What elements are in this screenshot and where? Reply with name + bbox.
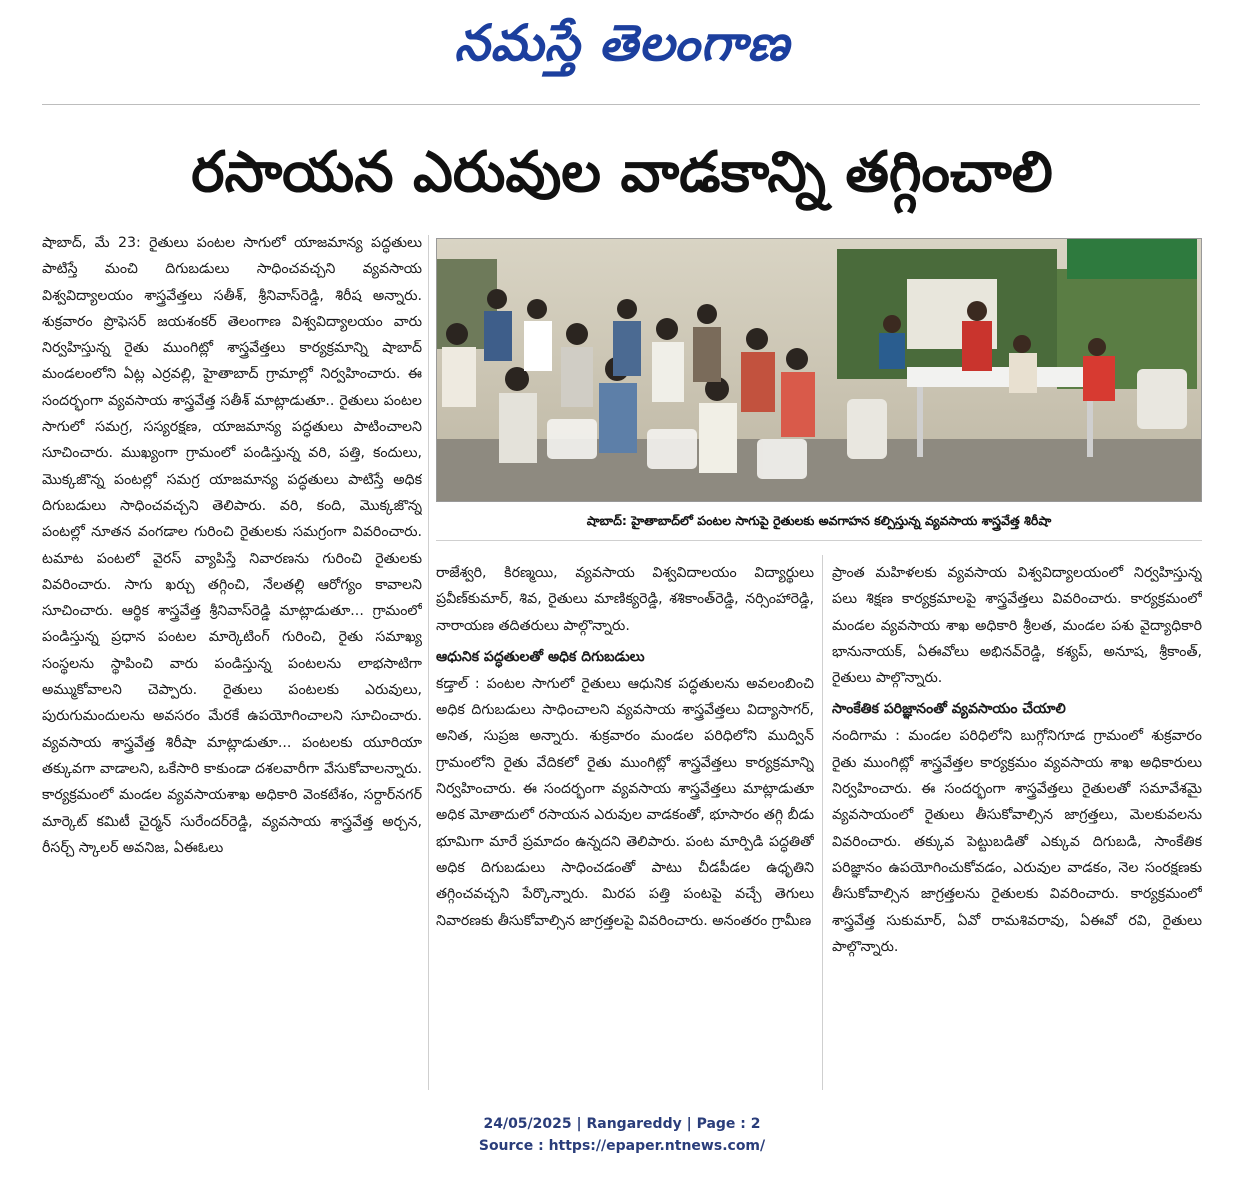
meeting-photo-illustration [437, 239, 1202, 502]
masthead-divider [42, 104, 1200, 105]
footer-date-edition: 24/05/2025 | Rangareddy | Page : 2 [483, 1116, 761, 1132]
column-2-subheading: ఆధునిక పద్ధతులతో అధిక దిగుబడులు [436, 648, 645, 665]
column-divider [428, 235, 429, 1090]
article-column-3 [832, 560, 1202, 1092]
column-3-intro: ప్రాంత మహిళలకు వ్యవసాయ విశ్వవిద్యాలయంలో నిర్వహిస్తున్న పలు శిక్షణ కార్యక్రమాలపై శాస్త్రవేత్తలు వివరించారు. కార్యక్రమంలో మండల వ్యవసాయ శాఖ అధికారి శ్రీలత, మండల పశు వైద్యాధికారి భానునాయక్, ఏఈవోలు అభినవ్‌రెడ్డి, కశ్యప్, అనూష, శ్రీకాంత్, రైతులు పాల్గొన్నారు. [832, 565, 1202, 687]
column-2-intro: రాజేశ్వరి, కిరణ్మయి, వ్యవసాయ విశ్వవిదాలయం విద్యార్థులు ప్రవీణ్‌కుమార్, శివ, రైతులు మాణిక్యరెడ్డి, శశికాంత్‌రెడ్డి, నర్సింహారెడ్డి, నారాయణ తదితరులు పాల్గొన్నారు. [436, 565, 814, 634]
article-column-2 [436, 560, 814, 1092]
column-divider [822, 555, 823, 1090]
photo-caption: షాబాద్: హైతాబాద్‌లో పంటల సాగుపై రైతులకు అవగాహన కల్పిస్తున్న వ్యవసాయ శాస్త్రవేత్త శిరీషా [586, 513, 1052, 528]
column-1-text: షాబాద్, మే 23: రైతులు పంటల సాగులో యాజమాన్య పద్ధతులు పాటిస్తే మంచి దిగుబడులు సాధించవచ్చని వ్యవసాయ విశ్వవిద్యాలయం శాస్త్రవేత్తలు సతీశ్, శ్రీనివాస్‌రెడ్డి, శిరీష అన్నారు. శుక్రవారం ప్రొఫెసర్ జయశంకర్ తెలంగాణ విశ్వవిద్యాలయం వారు నిర్వహిస్తున్న రైతు ముంగిట్లో శాస్త్రవేత్తలు కార్యక్రమాన్ని షాబాద్ మండలంలోని ఏట్ల ఎర్రవల్లి, హైతాబాద్ గ్రామాల్లో నిర్వహించారు. ఈ సందర్భంగా వ్యవసాయ శాస్త్రవేత్త సతీశ్ మాట్లాడుతూ.. రైతులు పంటల సాగులో సమగ్ర, సస్యరక్షణ, యాజమాన్య పద్ధతులు పాటించాలని సూచించారు. ముఖ్యంగా గ్రామంలో పండిస్తున్న వరి, పత్తి, కందులు, మొక్కజొన్న పంటల్లో సమగ్ర యాజమాన్య పద్ధతులు పాటిస్తే అధిక దిగుబడులు సాధించవచ్చని తెలిపారు. వరి, కంది, మొక్కజొన్న పంటల్లో నూతన వంగడాల గురించి రైతులకు సమగ్రంగా వివరించారు. టమాట పంటలో వైరస్ వ్యాపిస్తే నివారణను గురించి రైతులకు వివరించారు. సాగు ఖర్చు తగ్గించి, నేలతల్లి ఆరోగ్యం కావాలని సూచించారు. ఆర్థిక శాస్త్రవేత్త శ్రీనివాస్‌రెడ్డి మాట్లాడుతూ... గ్రామంలో పండిస్తున్న ప్రధాన పంటల మార్కెటింగ్ గురించి, రైతు సమాఖ్య సంస్థలను స్థాపించి వారు పండిస్తున్న పంటలను లాభసాటిగా అమ్ముకోవాలని చెప్పారు. రైతులు పంటలకు ఎరువులు, పురుగుమందులను అవసరం మేరకే ఉపయోగించాలని సూచించారు. వ్యవసాయ శాస్త్రవేత్త శిరీషా మాట్లాడుతూ... పంటలకు యూరియా తక్కువగా వాడాలని, ఒకేసారి కాకుండా దశలవారీగా వేసుకోవాలన్నారు. కార్యక్రమంలో మండల వ్యవసాయశాఖ అధికారి వెంకటేశం, సర్దార్‌నగర్ మార్కెట్ కమిటీ చైర్మన్ సురేందర్‌రెడ్డి, వ్యవసాయ శాస్త్రవేత్త అర్చన, రీసర్చ్ స్కాలర్ అవనిజ, ఏఈఓలు [42, 235, 422, 856]
column-3-subheading: సాంకేతిక పరిజ్ఞానంతో వ్యవసాయం చేయాలి [832, 701, 1066, 718]
column-2-body: కడ్తాల్ : పంటల సాగులో రైతులు ఆధునిక పద్ధతులను అవలంబించి అధిక దిగుబడులు సాధించాలని వ్యవసాయ శాస్త్రవేత్తలు విద్యాసాగర్, అనిత, సుప్రజ అన్నారు. శుక్రవారం మండల పరిధిలోని ముద్విన్ గ్రామంలోని రైతు వేదికలో రైతు ముంగిట్లో శాస్త్రవేత్తలు కార్యక్రమాన్ని నిర్వహించారు. ఈ సందర్భంగా వ్యవసాయ శాస్త్రవేత్తలు మాట్లాడుతూ అధిక మోతాదులో రసాయన ఎరువుల వాడకంతో, భూసారం తగ్గి బీడు భూమిగా మారే ప్రమాదం ఉన్నదని తెలిపారు. పంట మార్పిడి పద్ధతితో అధిక దిగుబడులు సాధించడంతో పాటు చీడపీడల ఉధృతిని తగ్గించవచ్చని పేర్కొన్నారు. మిరప పత్తి పంటపై వచ్చే తెగులు నివారణకు తీసుకోవాల్సిన జాగ్రత్తలపై వివరించారు. అనంతరం గ్రామీణ [436, 675, 814, 929]
article-headline: రసాయన ఎరువుల వాడకాన్ని తగ్గించాలి [191, 140, 1053, 205]
column-3-body: నందిగామ : మండల పరిధిలోని బుగ్గోనిగూడ గ్రామంలో శుక్రవారం రైతు ముంగిట్లో శాస్త్రవేత్తల కార్యక్రమం వ్యవసాయ శాఖ అధికారులు నిర్వహించారు. ఈ సందర్భంగా శాస్త్రవేత్తలు రైతులతో సమావేశమై వ్యవసాయంలో రైతులు తీసుకోవాల్సిన జాగ్రత్తలు, మెలకువలను వివరించారు. తక్కువ పెట్టుబడితో ఎక్కువ దిగుబడి, సాంకేతిక పరిజ్ఞానం ఉపయోగించుకోవడం, ఎరువుల వాడకం, నెల సంరక్షణకు తీసుకోవాల్సిన జాగ్రత్తలను రైతులకు వివరించారు. కార్యక్రమంలో శాస్త్రవేత్త సుకుమార్, ఏవో రామశివరావు, ఏఈవో రవి, రైతులు పాల్గొన్నారు. [832, 728, 1202, 955]
caption-divider [436, 540, 1202, 541]
article-photo [436, 238, 1202, 502]
article-column-1 [42, 230, 422, 1092]
footer-source-link[interactable]: Source : https://epaper.ntnews.com/ [478, 1138, 766, 1154]
masthead-logo: నమస్తే తెలంగాణ [454, 13, 790, 72]
